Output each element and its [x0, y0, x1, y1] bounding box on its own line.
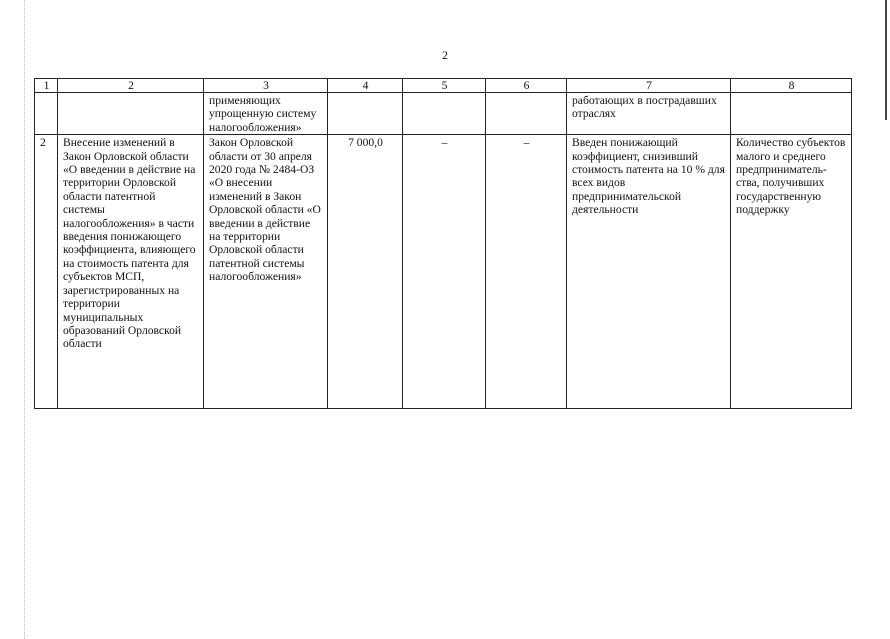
measures-table	[34, 78, 852, 409]
header-cell-2: 2	[58, 79, 204, 93]
cell-continuation-number	[35, 93, 58, 135]
table-row-2	[35, 135, 852, 409]
page-number: 2	[442, 48, 448, 62]
cell-row2-measure: Внесение изменений в Закон Орловской области «О введении в действие на территории Орловской области патентной системы налогообложения» в части введения понижающего коэффициента, влияющего на стоимость патента для субъектов МСП, зарегистрированных на территории муниципальных образований Орловской области	[58, 135, 204, 409]
cell-continuation-col5	[403, 93, 486, 135]
header-cell-7: 7	[567, 79, 731, 93]
cell-row2-number: 2	[35, 135, 58, 409]
table-header-row	[35, 79, 852, 93]
cell-continuation-measure	[58, 93, 204, 135]
cell-row2-result: Введен понижающий коэффициент, снизивший стоимость патента на 10 % для всех видов предпринимательской деятельности	[567, 135, 731, 409]
header-cell-6: 6	[486, 79, 567, 93]
cell-continuation-indicator	[731, 93, 852, 135]
table-row-continuation	[35, 93, 852, 135]
cell-continuation-col6	[486, 93, 567, 135]
header-cell-3: 3	[204, 79, 328, 93]
cell-continuation-result: работающих в пострадавших отраслях	[567, 93, 731, 135]
cell-row2-legal-act: Закон Орловской области от 30 апреля 2020 года № 2484-ОЗ «О внесении изменений в Закон Орловской области «О введении в действие на территории Орловской области патентной системы налогообложения»	[204, 135, 328, 409]
header-cell-5: 5	[403, 79, 486, 93]
header-cell-8: 8	[731, 79, 852, 93]
cell-row2-col6: –	[486, 135, 567, 409]
cell-row2-indicator: Количество субъектов малого и среднего предприниматель-ства, получивших государственную поддержку	[731, 135, 852, 409]
header-cell-1: 1	[35, 79, 58, 93]
cell-row2-col5: –	[403, 135, 486, 409]
cell-row2-amount: 7 000,0	[328, 135, 403, 409]
cell-continuation-legal-act: применяющих упрощенную систему налогообложения»	[204, 93, 328, 135]
header-cell-4: 4	[328, 79, 403, 93]
scan-edge-line	[24, 0, 25, 639]
cell-continuation-amount	[328, 93, 403, 135]
